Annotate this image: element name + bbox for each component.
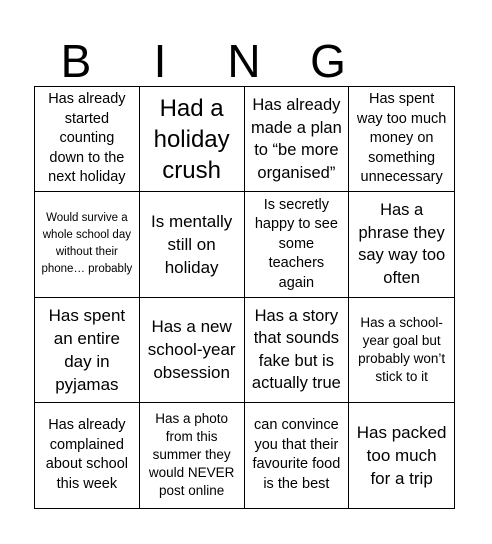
bingo-cell[interactable] xyxy=(245,403,350,508)
header-letter-b: B xyxy=(60,35,92,87)
cell-text: Is mentally still on holiday xyxy=(151,211,233,277)
bingo-cell[interactable] xyxy=(35,403,140,508)
cell-text: Has already made a plan to “be more organised” xyxy=(250,96,342,182)
cell-text: Would survive a whole school day without their phone… probably xyxy=(41,212,133,276)
bingo-cell[interactable] xyxy=(349,403,454,508)
cell-text: Has a school-year goal but probably won’t stick to it xyxy=(358,314,446,384)
cell-text: Has spent way too much money on something unnecessary xyxy=(356,91,447,186)
bingo-cell[interactable] xyxy=(245,192,350,297)
bingo-cell[interactable] xyxy=(140,298,245,403)
bingo-cell[interactable] xyxy=(245,298,350,403)
header-letter-g: G xyxy=(310,35,346,87)
bingo-board xyxy=(34,86,455,509)
cell-text: Has a new school-year obsession xyxy=(147,317,236,383)
bingo-cell[interactable] xyxy=(35,298,140,403)
header-letter-i: I xyxy=(153,35,167,87)
bingo-cell[interactable] xyxy=(349,192,454,297)
cell-text: Has already complained about school this week xyxy=(45,417,128,492)
bingo-cell[interactable] xyxy=(349,298,454,403)
bingo-cell[interactable] xyxy=(140,87,245,192)
cell-text: can convince you that their favourite food is the best xyxy=(252,417,341,492)
cell-text: Has already started counting down to the next holiday xyxy=(48,91,126,186)
bingo-cell[interactable] xyxy=(35,192,140,297)
bingo-cell[interactable] xyxy=(245,87,350,192)
bingo-cell[interactable] xyxy=(140,192,245,297)
bingo-cell[interactable] xyxy=(140,403,245,508)
cell-text: Has packed too much for a trip xyxy=(356,422,447,488)
cell-text: Is secretly happy to see some teachers again xyxy=(254,196,338,291)
cell-text: Has spent an entire day in pyjamas xyxy=(48,305,126,394)
bingo-cell[interactable] xyxy=(35,87,140,192)
bingo-cell[interactable] xyxy=(349,87,454,192)
bingo-header xyxy=(34,36,454,86)
cell-text: Had a holiday crush xyxy=(153,94,230,184)
cell-text: Has a photo from this summer they would NEVER post online xyxy=(148,411,235,499)
cell-text: Has a story that sounds fake but is actually true xyxy=(251,306,341,393)
header-letter-n: N xyxy=(227,35,261,87)
cell-text: Has a phrase they say way too often xyxy=(358,201,446,287)
